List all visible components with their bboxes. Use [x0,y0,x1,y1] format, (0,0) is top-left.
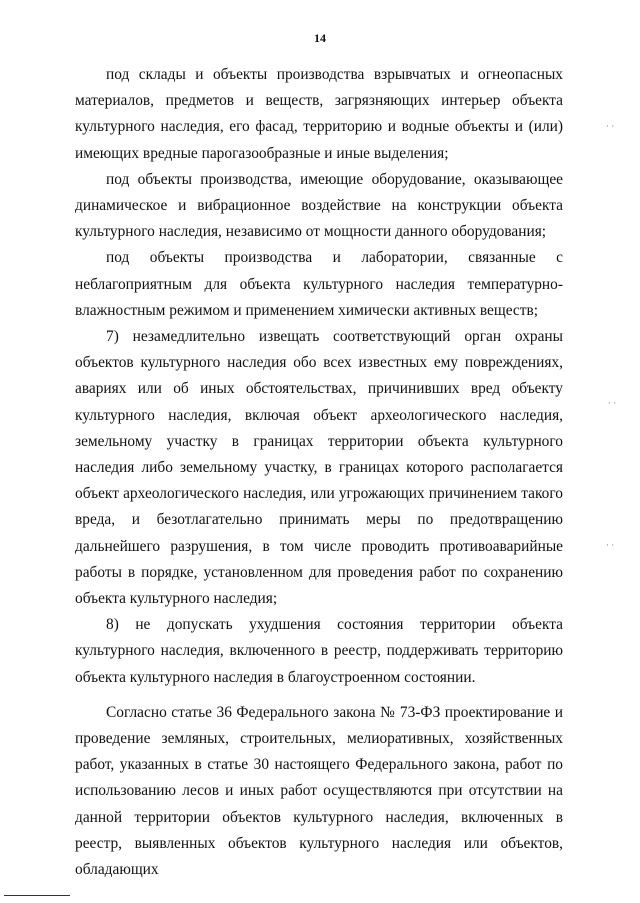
paragraph-item-7: 7) незамедлительно извещать соответствующий орган охраны объектов культурного наследия обо всех известных ему повреждениях, авариях или об иных обстоятельствах, причинивших вред объекту культурного наследия, включая объект археологического наследия, земельному участку в границах территории объекта культурного наследия либо земельному участку, в границах которого располагается объект археологического наследия, или угрожающих причинением такого вреда, и безотлагательно принимать меры по предотвращению дальнейшего разрушения, в том числе проводить противоаварийные работы в порядке, установленном для проведения работ по сохранению объекта культурного наследия; [75,328,563,608]
page-number: 14 [314,31,326,45]
paragraph-production-objects: под объекты производства, имеющие оборудование, оказывающее динамическое и вибрационное воздействие на конструкции объекта культурного наследия, независимо от мощности данного оборудования; [75,170,563,241]
scan-speck: · · [608,398,617,408]
paragraph-article-36: Согласно статье 36 Федерального закона № 73-ФЗ проектирование и проведение земляных, строительных, мелиоративных, хозяйственных работ, указанных в статье 30 настоящего Федерального закона, работ по использованию лесов и иных работ осуществляются при отсутствии на данной территории объектов культурного наследия, включенных в реестр, выявленных объектов культурного наследия или объектов, обладающих [75,703,563,879]
scan-speck: · · [606,540,615,550]
scan-speck: · · [606,121,615,131]
document-body [75,62,563,883]
paragraph-warehouses: под склады и объекты производства взрывчатых и огнеопасных материалов, предметов и веществ, загрязняющих интерьер объекта культурного наследия, его фасад, территорию и водные объекты и (или) имеющих вредные парогазообразные и иные выделения; [75,66,563,162]
paragraph-item-8: 8) не допускать ухудшения состояния территории объекта культурного наследия, включенного в реестр, поддерживать территорию объекта культурного наследия в благоустроенном состоянии. [75,616,563,686]
paragraph-laboratories: под объекты производства и лаборатории, связанные с неблагоприятным для объекта культурного наследия температурно-влажностным режимом и применением химически активных веществ; [75,249,563,319]
footnote-separator [4,895,70,896]
